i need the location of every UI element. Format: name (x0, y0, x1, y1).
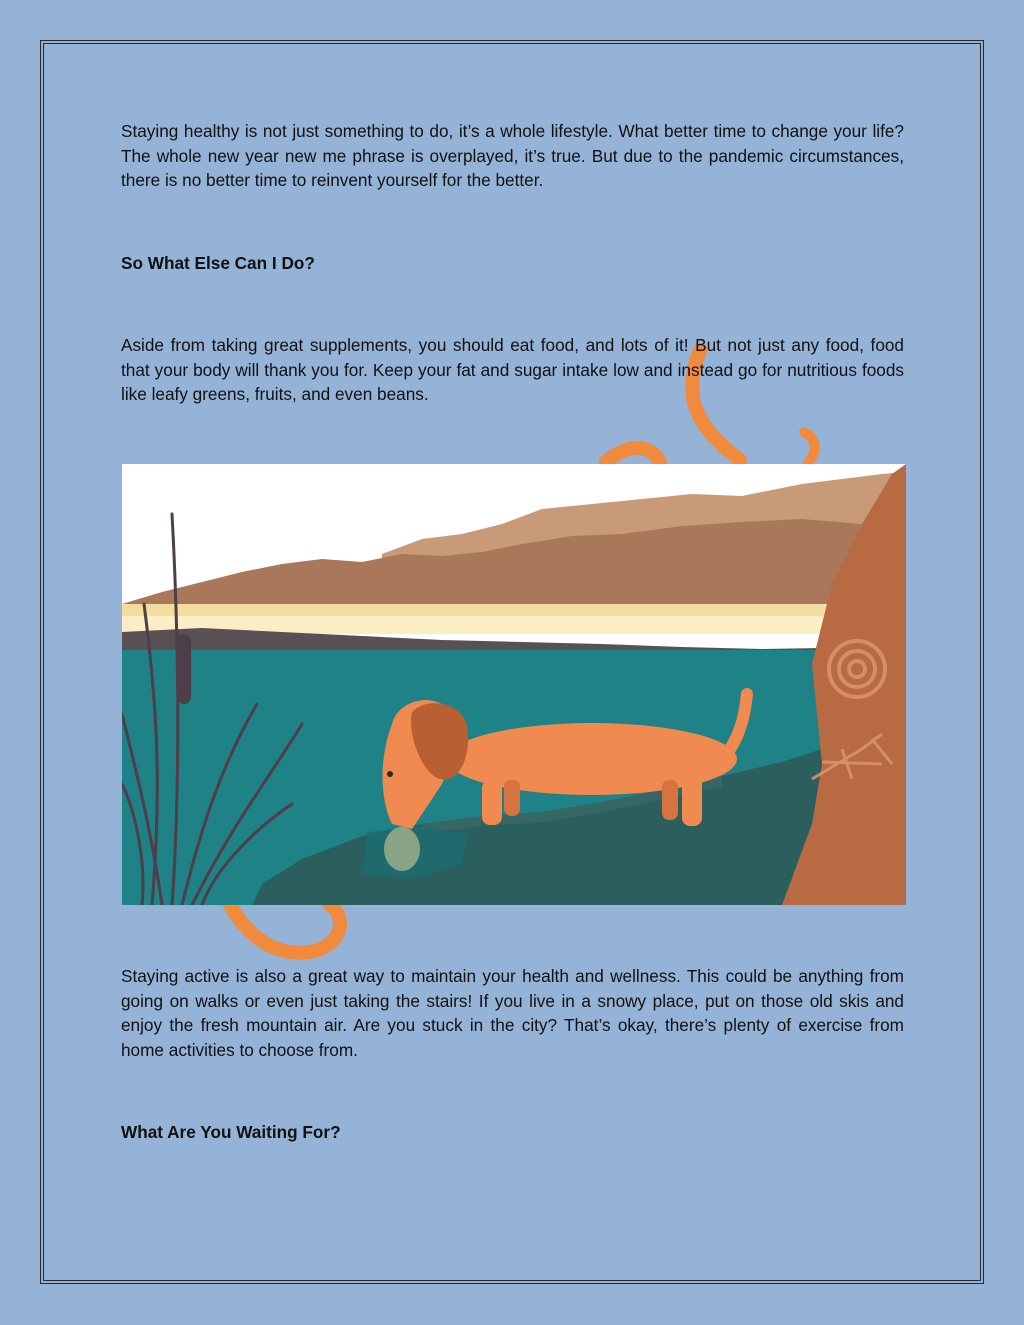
dog-eye (387, 771, 393, 777)
horizon-band-light (122, 604, 906, 618)
dog-back-leg-2 (662, 780, 678, 820)
section-heading-what-else: So What Else Can I Do? (121, 253, 315, 273)
dog-reflection (384, 827, 420, 871)
active-paragraph: Staying active is also a great way to maintain your health and wellness. This could be anything from going on walks or even just taking the stairs! If you live in a snowy place, put on those old skis and enjoy the fresh mountain air. Are you stuck in the city? That’s okay, there’s plenty of exercise from home activities to choose from. (121, 966, 904, 1060)
cattail (177, 634, 191, 704)
section-heading-waiting: What Are You Waiting For? (121, 1122, 341, 1142)
dog-front-leg-2 (504, 780, 520, 816)
dachshund-lake-illustration (122, 464, 906, 905)
dog-back-leg (682, 774, 702, 826)
dog-front-leg (482, 780, 502, 825)
food-paragraph: Aside from taking great supplements, you should eat food, and lots of it! But not just any food, food that your body will thank you for. Keep your fat and sugar intake low and instead go for nutritious foods like leafy greens, fruits, and even beans. (121, 335, 904, 404)
intro-paragraph: Staying healthy is not just something to do, it’s a whole lifestyle. What better time to change your life? The whole new year new me phrase is overplayed, it’s true. But due to the pandemic circumstances, there is no better time to reinvent yourself for the better. (121, 121, 904, 190)
